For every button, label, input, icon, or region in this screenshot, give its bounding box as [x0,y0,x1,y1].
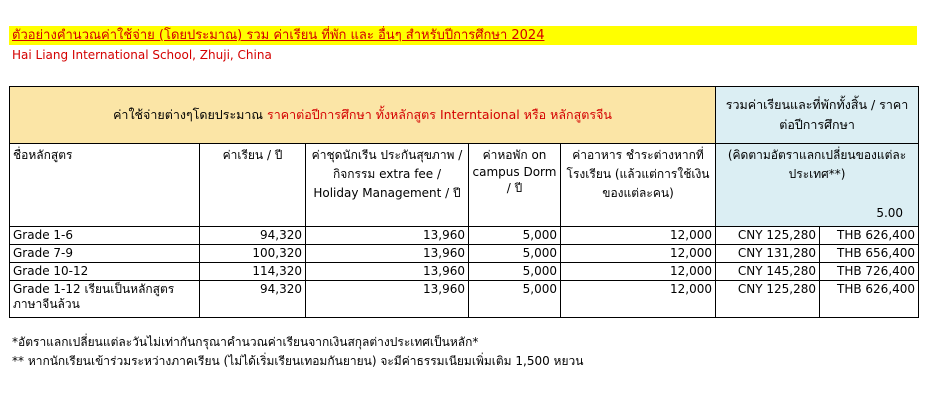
total-header: รวมค่าเรียนและที่พักทั้งสิ้น / ราคาต่อปีการศึกษา [716,87,919,144]
total-cny-cell: CNY 131,280 [716,245,820,263]
dorm-cell: 5,000 [469,245,561,263]
footnote-late-join-fee: ** หากนักเรียนเข้าร่วมระหว่างภาคเรียน (ไม่ได้เริ่มเรียนเทอมกันยายน) จะมีค่าธรรมเนียมเพิ่มเติม 1,500 หยวน [12,354,584,368]
table-row [10,263,919,281]
footnotes [12,333,583,371]
column-header-course: ชื่อหลักสูตร [10,144,200,227]
total-thb-cell: THB 656,400 [820,245,919,263]
document-title: ตัวอย่างคำนวณค่าใช้จ่าย (โดยประมาณ) รวม ค่าเรียน ที่พัก และ อื่นๆ สำหรับปีการศึกษา 2024 [9,26,917,45]
header-black-text: ค่าใช้จ่ายต่างๆโดยประมาณ [113,107,267,122]
food-cell: 12,000 [561,227,716,245]
table-row [10,281,919,318]
tuition-cell: 114,320 [200,263,306,281]
total-thb-cell: THB 626,400 [820,281,919,318]
column-header-extra-fee: ค่าชุดนักเรีน ประกันสุขภาพ / กิจกรรม extra fee / Holiday Management / ปี [306,144,469,227]
course-cell: Grade 1-12 เรียนเป็นหลักสูตรภาษาจีนล้วน [10,281,200,318]
dorm-cell: 5,000 [469,227,561,245]
course-cell: Grade 10-12 [10,263,200,281]
dorm-cell: 5,000 [469,281,561,318]
footnote-exchange-rate: *อัตราแลกเปลี่ยนแต่ละวันไม่เท่ากันกรุณาคำนวณค่าเรียนจากเงินสกุลต่างประเทศเป็นหลัก* [12,335,479,349]
course-cell: Grade 7-9 [10,245,200,263]
fee-table-header-row [10,87,919,144]
fee-table-main-header [10,87,716,144]
school-name: Hai Liang International School, Zhuji, China [12,48,272,62]
column-header-food: ค่าอาหาร ชำระต่างหากที่โรงเรียน (แล้วแต่การใช้เงินของแต่ละคน) [561,144,716,227]
extra-fee-cell: 13,960 [306,263,469,281]
total-cny-cell: CNY 125,280 [716,227,820,245]
tuition-cell: 94,320 [200,227,306,245]
food-cell: 12,000 [561,263,716,281]
dorm-cell: 5,000 [469,263,561,281]
table-row [10,245,919,263]
column-header-tuition: ค่าเรียน / ปี [200,144,306,227]
tuition-cell: 100,320 [200,245,306,263]
extra-fee-cell: 13,960 [306,245,469,263]
total-thb-cell: THB 726,400 [820,263,919,281]
fee-table [9,86,919,318]
exchange-rate-value: 5.00 [876,206,904,220]
total-cny-cell: CNY 145,280 [716,263,820,281]
course-cell: Grade 1-6 [10,227,200,245]
header-red-text: ราคาต่อปีการศึกษา ทั้งหลักสูตร Interntaional หรือ หลักสูตรจีน [267,107,612,122]
food-cell: 12,000 [561,245,716,263]
table-row [10,227,919,245]
column-header-row [10,144,919,227]
total-cny-cell: CNY 125,280 [716,281,820,318]
food-cell: 12,000 [561,281,716,318]
exchange-rate-note: (คิดตามอัตราแลกเปลี่ยนของแต่ละประเทศ**) [727,148,907,181]
exchange-rate-cell [716,144,919,227]
tuition-cell: 94,320 [200,281,306,318]
extra-fee-cell: 13,960 [306,281,469,318]
extra-fee-cell: 13,960 [306,227,469,245]
column-header-dorm: ค่าหอพัก on campus Dorm / ปี [469,144,561,227]
total-thb-cell: THB 626,400 [820,227,919,245]
